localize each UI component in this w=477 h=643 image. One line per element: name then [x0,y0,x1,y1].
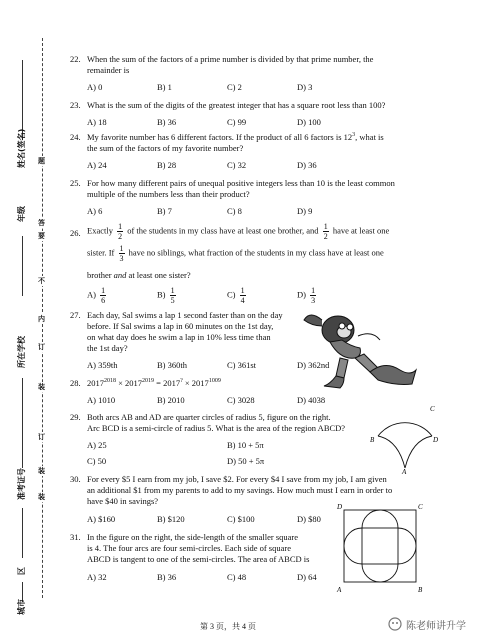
cut-char: 订 [38,343,45,351]
question-text: Both arcs AB and AD are quarter circles of radius 5, figure on the right. [87,412,331,422]
binding-margin [0,0,64,643]
page-number: 第 3 页，共 4 页 [200,622,256,631]
option-a[interactable]: A) 18 [87,117,107,127]
option-b[interactable]: B) $\frac{1}{5}$ [157,286,175,305]
question-text: sister. If $\frac{1}{3}$ have no siblings, what fraction of the students in my class have at least one [87,244,384,263]
question-text: brother and at least one sister? [87,270,191,280]
name-label: 姓名(签名) [17,128,26,168]
option-d[interactable]: D) 50 + 5π [227,456,265,466]
question-text: My favorite number has 6 different factors. If the product of all 6 factors is $12^3$, what is [87,132,384,142]
question-number: 30. [70,474,81,484]
watermark [388,614,474,634]
option-c[interactable]: C) 50 [87,456,107,466]
fig29-label-b: B [370,436,375,444]
question-text: remainder is [87,65,130,75]
option-c[interactable]: C) 2 [227,82,242,92]
question-text: have $40 in savings? [87,496,159,506]
grade-label: 年级 [17,206,26,222]
question-text: What is the sum of the digits of the greatest integer that has a square root less than 100? [87,100,386,110]
question-number: 24. [70,132,81,142]
question-text: an additional $1 from my parents to add to my savings. How much must I earn in order to [87,485,393,495]
option-d[interactable]: D) 3 [297,82,313,92]
question-number: 27. [70,310,81,320]
option-d[interactable]: D) $\frac{1}{3}$ [297,286,316,305]
question-number: 26. [70,228,81,238]
question-text: before. If Sal swims a lap in 60 minutes on the 1st day, [87,321,274,331]
cut-char: 不 [38,277,45,285]
fraction-third: $\frac{1}{3}$ [119,244,124,263]
cut-char: 题 [38,157,45,165]
option-c[interactable]: C) 32 [227,160,247,170]
option-b[interactable]: B) 36 [157,572,177,582]
option-b[interactable]: B) 1 [157,82,172,92]
option-a[interactable]: A) $160 [87,514,116,524]
question-text: For how many different pairs of unequal positive integers less than 10 is the least common [87,178,395,188]
question-number: 29. [70,412,81,422]
option-a[interactable]: A) 25 [87,440,107,450]
option-c[interactable]: C) $\frac{1}{4}$ [227,286,245,305]
city-label: 城市 [17,599,26,615]
question-number: 23. [70,100,81,110]
wechat-icon [388,617,402,631]
question-number: 28. [70,378,81,388]
fig29-label-c: C [430,405,435,413]
option-c[interactable]: C) $100 [227,514,255,524]
option-b[interactable]: B) 10 + 5π [227,440,264,450]
option-a[interactable]: A) $\frac{1}{6}$ [87,286,106,305]
question-number: 25. [70,178,81,188]
question-text: ABCD is tangent to one of the semi-circles. The area of ABCD is [87,554,310,564]
fraction-half: $\frac{1}{2}$ [118,222,123,241]
option-a[interactable]: A) 359th [87,360,118,370]
question-text: Arc BCD is a semi-circle of radius 5. What is the area of the region ABCD? [87,423,346,433]
district-label: 区 [17,567,26,575]
option-d[interactable]: D) 362nd [297,360,330,370]
question-text: In the figure on the right, the side-length of the smaller square [87,532,299,542]
option-c[interactable]: C) 48 [227,572,247,582]
option-b[interactable]: B) $120 [157,514,185,524]
school-underline [22,378,23,468]
option-d[interactable]: D) 9 [297,206,313,216]
option-c[interactable]: C) 8 [227,206,242,216]
option-b[interactable]: B) 2010 [157,395,185,405]
fig29-label-a: A [402,468,407,474]
question-text: Each day, Sal swims a lap 1 second faster than on the day [87,310,283,320]
option-d[interactable]: D) 64 [297,572,317,582]
option-a[interactable]: A) 0 [87,82,103,92]
question-text: multiple of the numbers less than their product? [87,189,250,199]
option-b[interactable]: B) 7 [157,206,172,216]
cut-char: 装 [38,467,45,475]
cut-char: 装 [38,383,45,391]
option-a[interactable]: A) 24 [87,160,107,170]
ticket-underline [22,508,23,558]
option-b[interactable]: B) 360th [157,360,187,370]
watermark-text: 陈老师讲升学 [406,620,466,632]
option-a[interactable]: A) 32 [87,572,107,582]
question-text: is 4. The four arcs are four semi-circles. Each side of square [87,543,291,553]
option-a[interactable]: A) 1010 [87,395,116,405]
question-equation: $2017^{2018} \times 2017^{2019} = 2017^? \times 2017^{1009}$ [87,378,221,388]
fig31-label-a: A [337,586,342,594]
option-d[interactable]: D) 36 [297,160,317,170]
cut-char: 内 [38,315,45,323]
option-b[interactable]: B) 28 [157,160,177,170]
question-text: on what day does he swim a lap in 10% less time than [87,332,271,342]
cut-char: 答 [38,219,45,227]
question-text: When the sum of the factors of a prime number is divided by that prime number, the [87,54,374,64]
fig31-label-c: C [418,503,423,511]
swimmer-cartoon-illustration [300,300,420,390]
option-d[interactable]: D) 100 [297,117,321,127]
option-b[interactable]: B) 36 [157,117,177,127]
cut-char: 装 [38,493,45,501]
grade-underline [22,236,23,296]
fig31-label-b: B [418,586,423,594]
question-text: Exactly $\frac{1}{2}$ of the students in my class have at least one brother, and $\frac{1}{2}$ have at least one [87,222,390,241]
question-text: the 1st day? [87,343,128,353]
figure-q31-square-semicircles [336,502,426,598]
cut-char: 要 [38,232,45,240]
school-label: 所在学校 [17,336,26,368]
cut-char: 订 [38,433,45,441]
option-c[interactable]: C) 361st [227,360,257,370]
question-number: 31. [70,532,81,542]
ticket-label: 准考证号 [17,468,26,500]
fraction-half: $\frac{1}{2}$ [323,222,328,241]
option-d[interactable]: D) $80 [297,514,321,524]
question-text: the sum of the factors of my favorite number? [87,143,244,153]
fig29-label-d: D [433,436,439,444]
option-c[interactable]: C) 3028 [227,395,255,405]
fig31-label-d: D [337,503,343,511]
option-d[interactable]: D) 4038 [297,395,326,405]
question-number: 22. [70,54,81,64]
option-c[interactable]: C) 99 [227,117,247,127]
option-a[interactable]: A) 6 [87,206,103,216]
figure-q29-arcs [370,402,440,474]
question-text: For every $5 I earn from my job, I save $2. For every $4 I save from my job, I am given [87,474,387,484]
